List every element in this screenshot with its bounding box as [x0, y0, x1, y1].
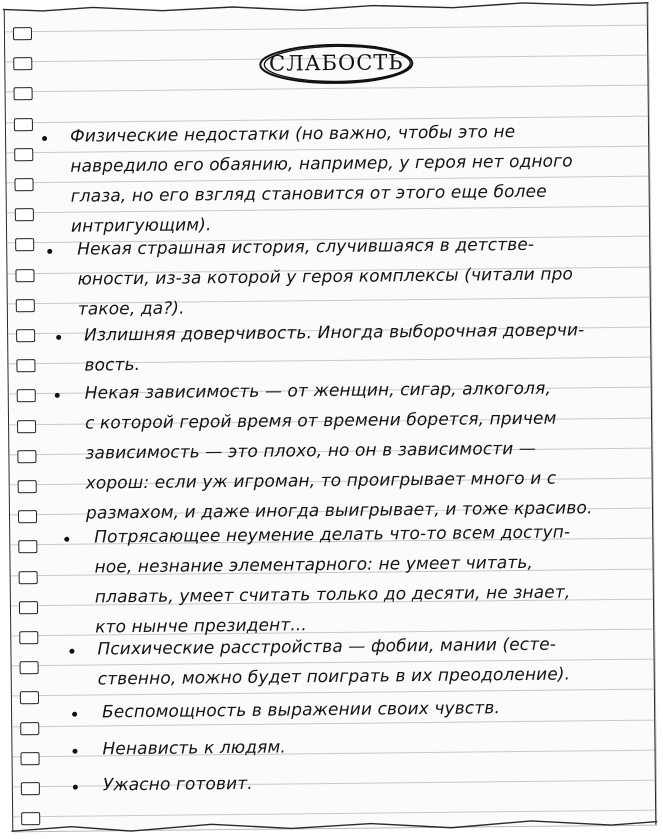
- bullet-dot: [72, 712, 77, 717]
- bullet-dot: [47, 249, 52, 254]
- list-item-text: Излишняя доверчивость. Иногда выборочная доверчи- вость.: [84, 320, 585, 376]
- binder-hole: [15, 238, 34, 251]
- binder-hole: [14, 118, 33, 131]
- binder-hole: [13, 57, 32, 70]
- bullet-dot: [55, 393, 60, 398]
- page-title: СЛАБОСТЬ: [268, 50, 404, 76]
- bullet-dot: [73, 785, 78, 790]
- list-item-text: Ужасно готовит.: [102, 773, 253, 796]
- binder-hole: [20, 691, 39, 704]
- binder-hole: [14, 178, 33, 191]
- bullet-dot: [69, 649, 74, 654]
- list-item-text: Психические расстройства — фобии, мании (есте- ственно, можно будет поиграть в их преодоление).: [97, 634, 571, 690]
- binder-hole: [21, 782, 40, 795]
- binder-hole: [15, 208, 34, 221]
- binder-hole: [15, 269, 34, 282]
- binder-hole: [19, 631, 38, 644]
- list-item-text: Потрясающее неумение делать что-то всем доступ- ное, незнание элементарного: не умеет читать, плавать, умеет считать только до десяти, не знает, кто нынче президент...: [94, 522, 571, 638]
- bullet-dot: [64, 537, 69, 542]
- binder-hole: [21, 812, 40, 825]
- binder-hole: [16, 359, 35, 372]
- list-item-text: Некая страшная история, случившаяся в детстве- юности, из-за которой у героя комплексы (читали про такое, да?).: [77, 234, 574, 320]
- notebook-page: [4, 3, 657, 832]
- binder-hole: [19, 571, 38, 584]
- binder-hole: [14, 148, 33, 161]
- list-item-text: Некая зависимость — от женщин, сигар, алкоголя, с которой герой время от времени борется, причем зависимость — это плохо, но он в зависимости — хорош: если уж игроман, то проигрывает много и с размахом, и даже иногда выигрывает, и тоже красиво.: [84, 378, 593, 524]
- binder-hole: [17, 450, 36, 463]
- binder-hole: [17, 420, 36, 433]
- bullet-dot: [42, 136, 47, 141]
- binder-hole: [16, 329, 35, 342]
- binder-hole: [19, 601, 38, 614]
- binder-hole: [14, 87, 33, 100]
- list-item-text: Беспомощность в выражении своих чувств.: [101, 698, 501, 723]
- list-item-text: Ненависть к людям.: [102, 737, 286, 760]
- binder-hole: [20, 722, 39, 735]
- binder-hole: [17, 389, 36, 402]
- binder-hole: [20, 752, 39, 765]
- binder-hole: [20, 661, 39, 674]
- title-block: [257, 41, 415, 87]
- binder-hole: [18, 540, 37, 553]
- bullet-dot: [56, 335, 61, 340]
- binder-hole: [18, 480, 37, 493]
- binder-hole: [16, 299, 35, 312]
- binder-hole: [13, 27, 32, 40]
- binder-hole: [18, 510, 37, 523]
- bullet-dot: [72, 749, 77, 754]
- list-item-text: Физические недостатки (но важно, чтобы это не навредило его обаянию, например, у героя нет одного глаза, но его взгляд становится от этого еще более интригующим).: [69, 122, 573, 237]
